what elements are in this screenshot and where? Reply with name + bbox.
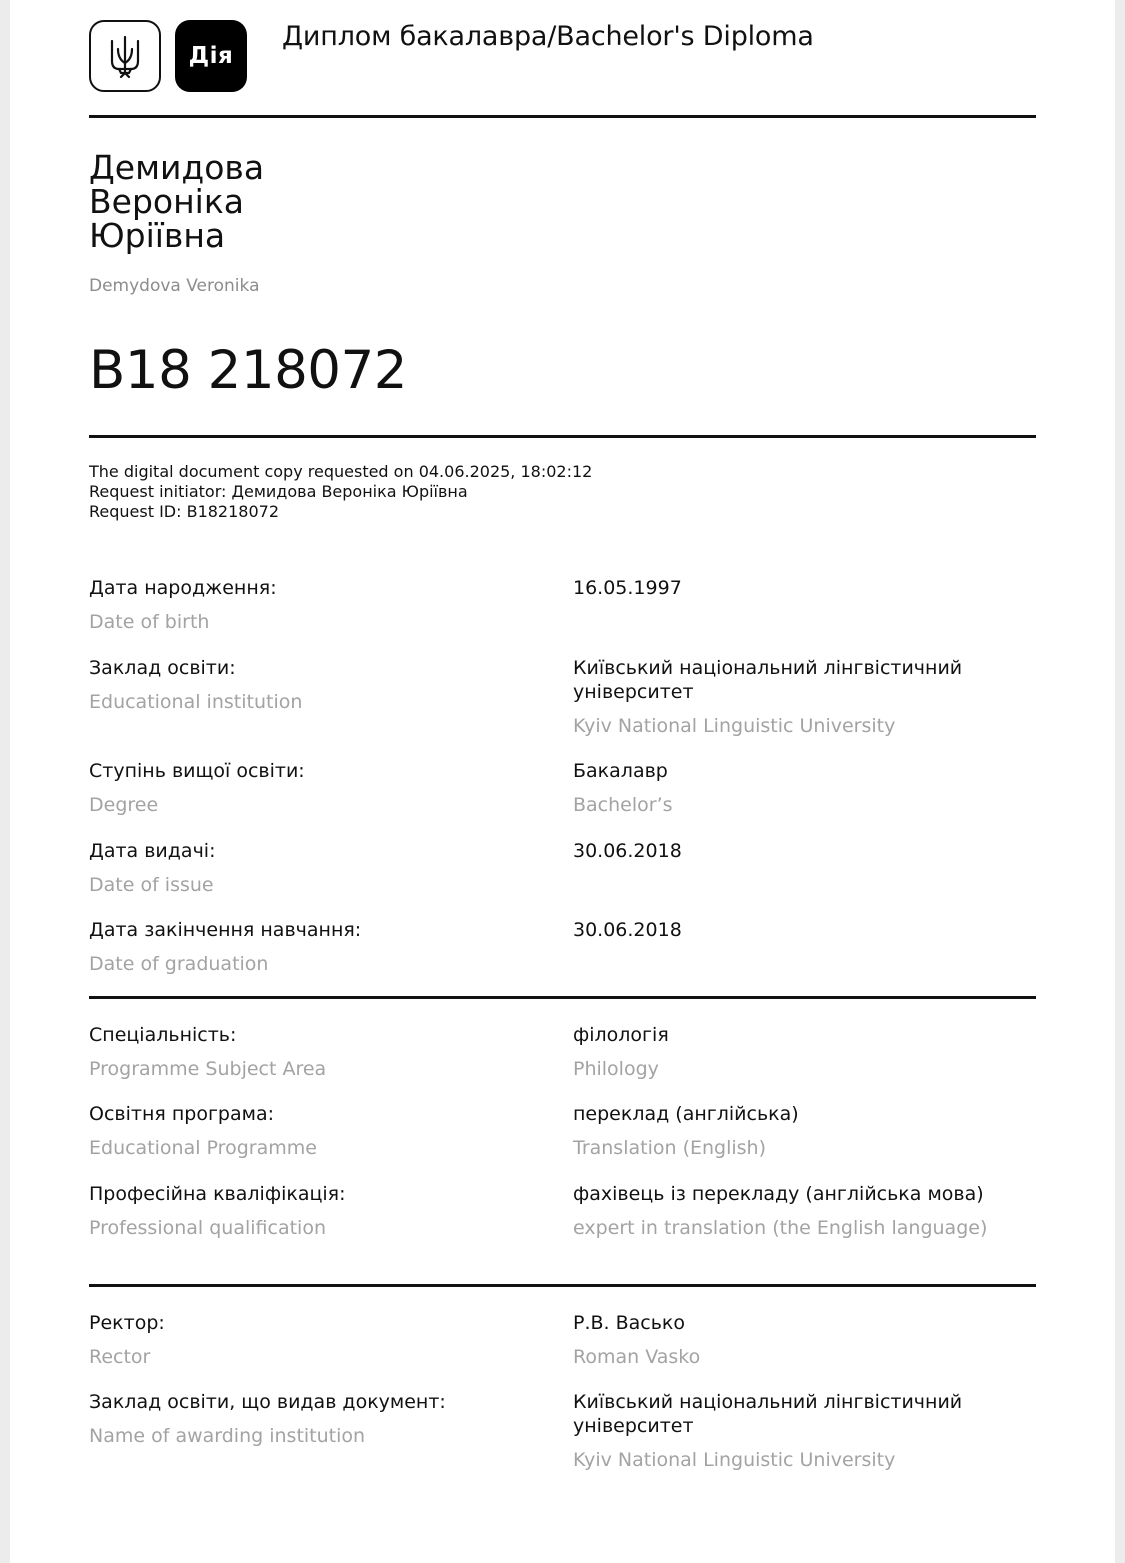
request-initiator: Request initiator: Демидова Вероніка Юріївна [89,482,468,501]
field-value: 16.05.1997 [573,577,682,599]
field-label: Дата закінчення навчання: [89,919,362,941]
request-id: Request ID: B18218072 [89,502,280,521]
divider [89,996,1036,999]
field-label-en: Programme Subject Area [89,1058,327,1080]
field-label-en: Date of birth [89,611,210,633]
field-value-en: Kyiv National Linguistic University [573,715,896,737]
field-label-en: Name of awarding institution [89,1425,366,1447]
request-info [89,462,592,522]
holder-patronymic: Юріївна [89,216,226,255]
field-value: фахівець із перекладу (англійська мова) [573,1183,984,1205]
field-label: Освітня програма: [89,1103,275,1125]
field-value-en: Translation (English) [573,1137,766,1159]
document-title: Диплом бакалавра/Bachelor's Diploma [282,21,814,52]
field-label: Ректор: [89,1312,165,1334]
field-label-en: Date of graduation [89,953,269,975]
field-label-en: Educational Programme [89,1137,317,1159]
trident-glyph [109,35,141,79]
document-page [10,0,1115,1563]
holder-given-name: Вероніка [89,182,244,221]
field-label-en: Educational institution [89,691,303,713]
field-label: Професійна кваліфікація: [89,1183,346,1205]
divider [89,115,1036,118]
field-value: Київський національний лінгвістичний університет [573,1391,963,1437]
field-label-en: Professional qualification [89,1217,326,1239]
field-value-en: Kyiv National Linguistic University [573,1449,896,1471]
field-value-en: expert in translation (the English language) [573,1217,988,1239]
field-value: Р.В. Васько [573,1312,686,1334]
field-value: переклад (англійська) [573,1103,799,1125]
field-value: 30.06.2018 [573,840,682,862]
field-value: Київський національний лінгвістичний університет [573,657,963,703]
field-value: 30.06.2018 [573,919,682,941]
holder-name [89,148,265,255]
field-label: Заклад освіти, що видав документ: [89,1391,446,1413]
field-value: філологія [573,1024,669,1046]
field-label-en: Degree [89,794,159,816]
document-header [89,20,1036,100]
request-date: The digital document copy requested on 04.06.2025, 18:02:12 [89,462,593,481]
divider [89,435,1036,438]
holder-latin-name: Demydova Veronika [89,276,260,296]
document-number: B18 218072 [89,340,407,401]
diia-logo: Дія [175,20,247,92]
field-value-en: Philology [573,1058,659,1080]
field-value-en: Roman Vasko [573,1346,701,1368]
field-label: Спеціальність: [89,1024,237,1046]
field-label-en: Date of issue [89,874,214,896]
field-label-en: Rector [89,1346,151,1368]
field-label: Дата видачі: [89,840,216,862]
trident-icon [89,20,161,92]
field-value: Бакалавр [573,760,668,782]
divider [89,1284,1036,1287]
field-label: Заклад освіти: [89,657,236,679]
field-label: Дата народження: [89,577,277,599]
holder-surname: Демидова [89,148,265,187]
field-value-en: Bachelor’s [573,794,673,816]
field-label: Ступінь вищої освіти: [89,760,305,782]
